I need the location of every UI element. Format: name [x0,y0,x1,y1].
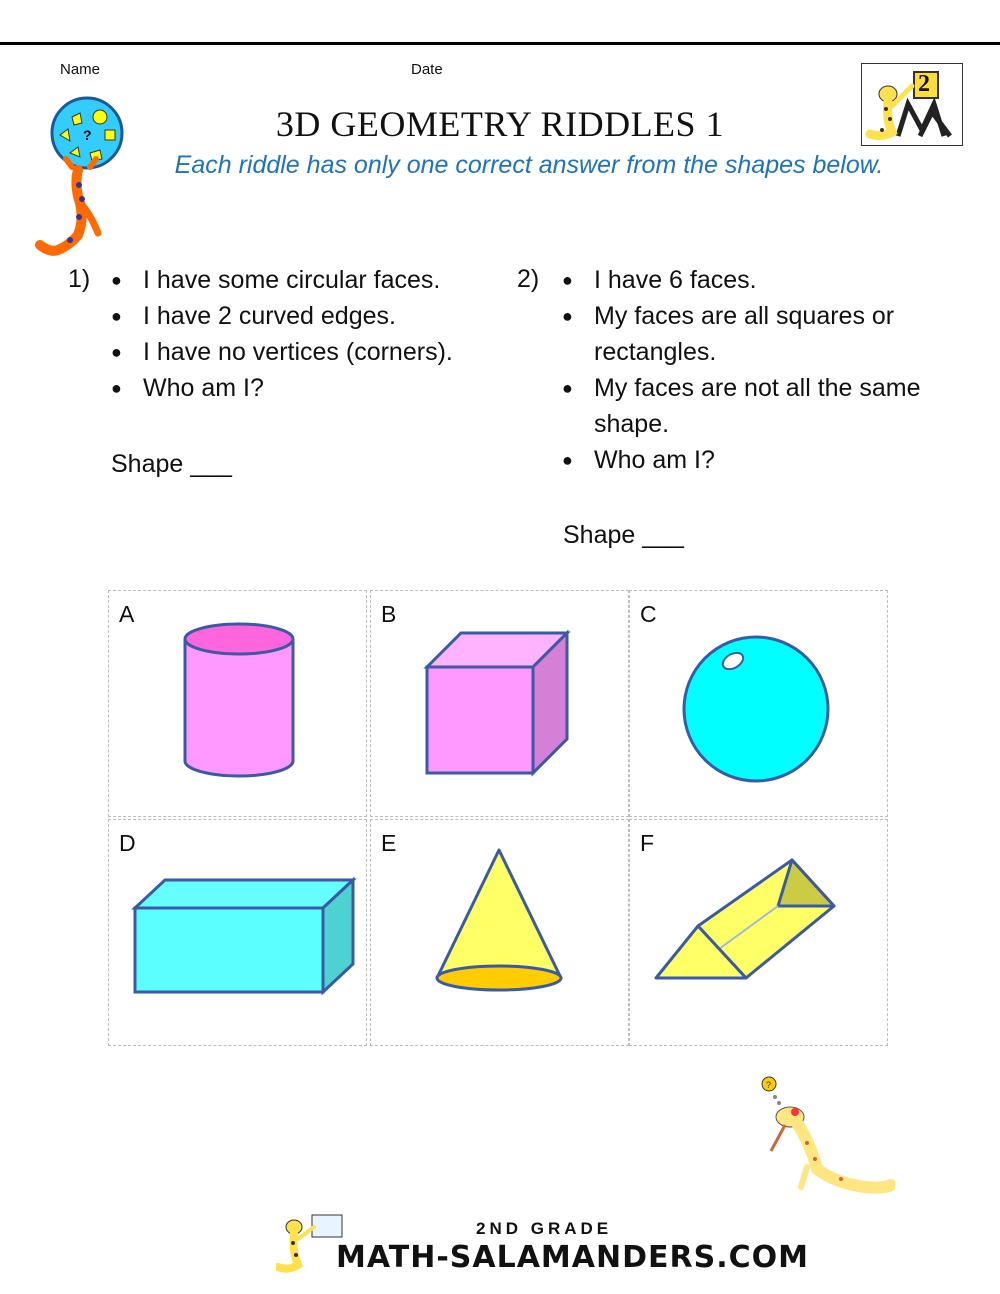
riddle-1-clue: ● I have 2 curved edges. [111,298,491,334]
sphere-icon [680,633,832,785]
shape-letter: B [381,601,397,627]
riddle-1-answer-line: Shape ___ [111,450,232,478]
riddle-2-clue: ● Who am I? [562,442,957,478]
shape-card-e [370,819,629,1046]
footer-site-link[interactable]: MATH-SALAMANDERS.COM [336,1240,809,1275]
riddle-2-clues [562,262,957,478]
riddle-2-clue: ● My faces are not all the same shape. [562,370,957,442]
shape-card-d [108,819,367,1046]
shape-letter: D [119,830,136,856]
svg-text:?: ? [766,1080,772,1090]
shape-card-c [629,590,888,817]
cylinder-icon [181,621,297,781]
triangular-prism-icon [652,856,842,988]
riddle-2-clue: ● My faces are all squares or rectangles. [562,298,957,370]
cube-icon [423,629,573,777]
riddle-1-clue: ● I have no vertices (corners). [111,334,491,370]
page-title: 3D GEOMETRY RIDDLES 1 [275,104,725,144]
shape-card-a [108,590,367,817]
grade-badge: 2 [918,71,930,97]
shape-letter: E [381,830,397,856]
rectangular-prism-icon [131,876,357,996]
shape-letter: C [640,601,657,627]
date-label: Date [411,61,443,78]
riddle-1-clues [111,262,491,406]
shape-letter: F [640,830,655,856]
cone-icon [433,846,565,996]
svg-text:?: ? [83,127,92,143]
riddle-2-number: 2) [517,265,540,293]
riddle-2-answer-line: Shape ___ [563,521,684,549]
name-label: Name [60,61,101,78]
riddle-1-clue: ● I have some circular faces. [111,262,491,298]
page-subtitle: Each riddle has only one correct answer from the shapes below. [174,151,884,179]
shape-card-b [370,590,629,817]
shape-letter: A [119,601,135,627]
riddle-2-clue: ● I have 6 faces. [562,262,957,298]
top-rule [0,42,1000,45]
salamander-pencil-icon [745,1075,895,1200]
riddle-1-clue: ● Who am I? [111,370,491,406]
footer-grade: 2ND GRADE [476,1219,613,1238]
shapes-grid [108,590,891,1046]
shape-card-f [629,819,888,1046]
riddle-1-number: 1) [68,265,91,293]
